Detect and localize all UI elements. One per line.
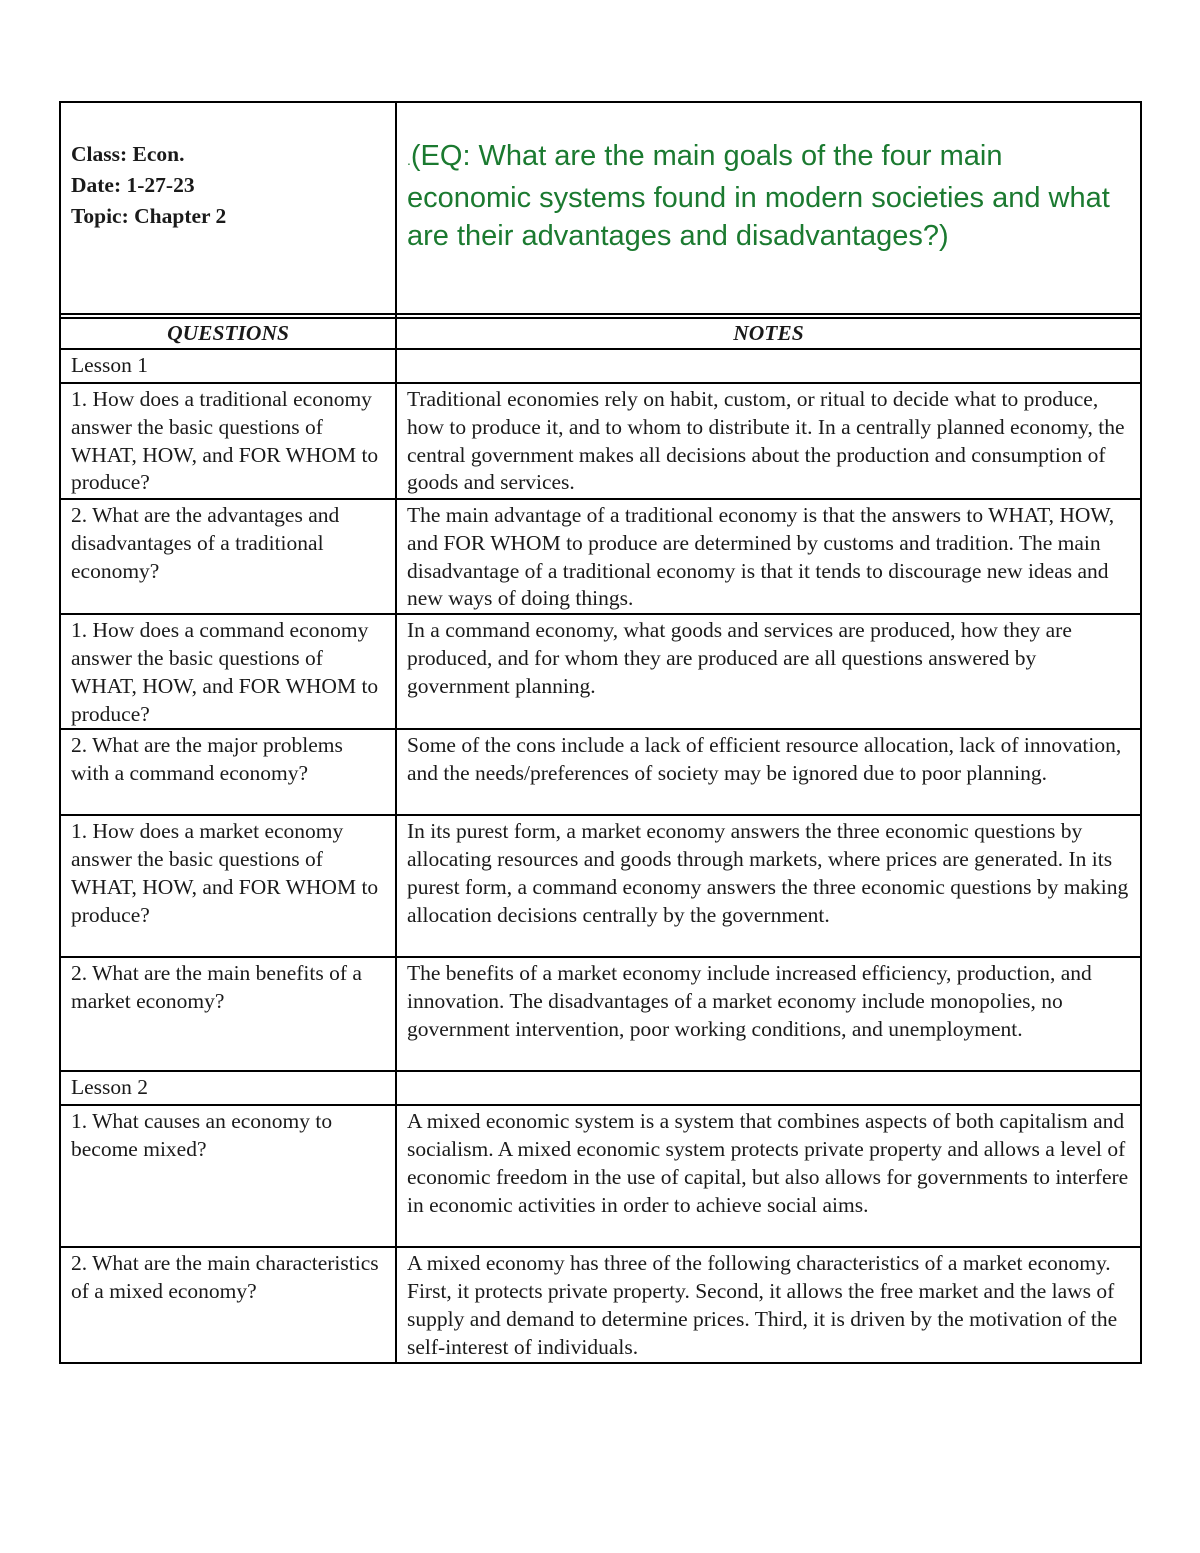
note-cell: The benefits of a market economy include increased efficiency, production, and innovation. The disadvantages of a market economy include monopolies, no government intervention, poor working conditions, and unemployment. (396, 957, 1141, 1071)
note-cell: The main advantage of a traditional economy is that the answers to WHAT, HOW, and FOR WHOM to produce are determined by customs and tradition. The main disadvantage of a traditional economy is that it tends to discourage new ideas and new ways of doing things. (396, 499, 1141, 614)
cornell-notes-table (59, 101, 1142, 1364)
notes-column-header: NOTES (396, 318, 1141, 349)
question-cell: 2. What are the main benefits of a market economy? (60, 957, 396, 1071)
essential-question-cell (396, 102, 1141, 314)
lesson-row (60, 1071, 1141, 1105)
note-cell: A mixed economic system is a system that combines aspects of both capitalism and socialism. A mixed economic system protects private property and allows a level of economic freedom in the use of capital, but also allows for governments to interfere in economic activities in order to achieve social aims. (396, 1105, 1141, 1247)
lesson-label: Lesson 2 (60, 1071, 396, 1105)
table-row (60, 1105, 1141, 1247)
note-cell: A mixed economy has three of the following characteristics of a market economy. First, it protects private property. Second, it allows the free market and the laws of supply and demand to determine prices. Third, it is driven by the motivation of the self-interest of individuals. (396, 1247, 1141, 1362)
note-cell: Traditional economies rely on habit, custom, or ritual to decide what to produce, how to produce it, and to whom to distribute it. In a centrally planned economy, the central government makes all decisions about the production and consumption of goods and services. (396, 383, 1141, 499)
class-line: Class: Econ. (71, 142, 185, 166)
lesson-label: Lesson 1 (60, 349, 396, 383)
note-cell: In its purest form, a market economy answers the three economic questions by allocating resources and goods through markets, where prices are generated. In its purest form, a command economy answers the three economic questions by making allocation decisions centrally by the government. (396, 815, 1141, 957)
column-header-row (60, 318, 1141, 349)
note-cell: In a command economy, what goods and services are produced, how they are produced, and for whom they are produced are all questions answered by government planning. (396, 614, 1141, 729)
header-info-cell (60, 102, 396, 314)
date-line: Date: 1-27-23 (71, 173, 195, 197)
question-cell: 1. How does a command economy answer the basic questions of WHAT, HOW, and FOR WHOM to produce? (60, 614, 396, 729)
question-cell: 1. How does a traditional economy answer the basic questions of WHAT, HOW, and FOR WHOM to produce? (60, 383, 396, 499)
table-row (60, 383, 1141, 499)
lesson-empty-cell (396, 349, 1141, 383)
question-cell: 2. What are the major problems with a command economy? (60, 729, 396, 815)
lesson-empty-cell (396, 1071, 1141, 1105)
question-cell: 1. How does a market economy answer the basic questions of WHAT, HOW, and FOR WHOM to produce? (60, 815, 396, 957)
lesson-row (60, 349, 1141, 383)
question-cell: 2. What are the advantages and disadvantages of a traditional economy? (60, 499, 396, 614)
table-row (60, 729, 1141, 815)
table-row (60, 499, 1141, 614)
question-cell: 1. What causes an economy to become mixed? (60, 1105, 396, 1247)
table-row (60, 957, 1141, 1071)
question-cell: 2. What are the main characteristics of a mixed economy? (60, 1247, 396, 1362)
table-row (60, 815, 1141, 957)
note-cell: Some of the cons include a lack of efficient resource allocation, lack of innovation, and the needs/preferences of society may be ignored due to poor planning. (396, 729, 1141, 815)
eq-prefix-mark: . (407, 152, 411, 168)
topic-line: Topic: Chapter 2 (71, 204, 227, 228)
table-row (60, 1247, 1141, 1362)
essential-question: (EQ: What are the main goals of the four main economic systems found in modern societies and what are their advantages and disadvantages?) (407, 140, 1110, 252)
questions-column-header: QUESTIONS (60, 318, 396, 349)
table-row (60, 614, 1141, 729)
header-row (60, 102, 1141, 314)
